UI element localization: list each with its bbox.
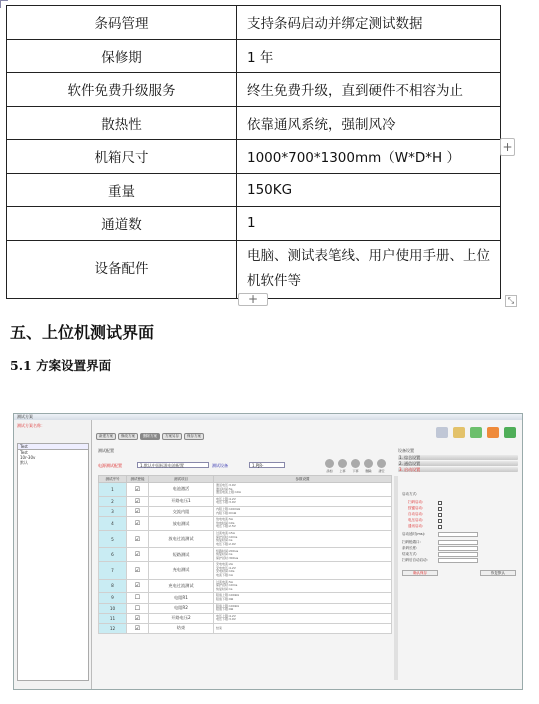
step-number: 9	[99, 593, 127, 603]
setting-label: 扫码枪端口:	[402, 540, 421, 544]
step-enable-checkbox[interactable]: ☑	[127, 496, 149, 506]
step-name: 充电过流测试	[149, 579, 214, 593]
step-params	[214, 613, 392, 623]
step-name: 放电测试	[149, 517, 214, 531]
spec-row	[7, 207, 501, 241]
step-name: 电阻R2	[149, 603, 214, 613]
step-param: 放电电流:5A	[216, 517, 233, 522]
add-row-button[interactable]: +	[238, 293, 268, 306]
step-number: 12	[99, 623, 127, 633]
device-settings-header: 设备设置	[398, 448, 414, 453]
step-control-button[interactable]	[338, 459, 347, 473]
spec-key: 保修期	[7, 39, 237, 73]
step-param: 内阻下限:0mΩ	[216, 510, 237, 515]
step-param: 充电时间:10s	[216, 569, 235, 574]
step-control-icon	[325, 459, 334, 468]
settings-icon[interactable]	[436, 427, 448, 438]
step-param: 电压上限:4.2V	[216, 496, 236, 501]
step-params	[214, 483, 392, 497]
step-enable-checkbox[interactable]: ☑	[127, 579, 149, 593]
step-control-button[interactable]	[325, 459, 334, 473]
setting-checkbox[interactable]	[438, 501, 442, 505]
step-param: 恢复时间:1s	[216, 552, 233, 556]
table-resize-icon[interactable]: ⤡	[505, 295, 517, 307]
config-label: 电源测试配置	[98, 463, 122, 468]
step-params	[214, 496, 392, 506]
setting-checkbox[interactable]	[438, 525, 442, 529]
grid-row[interactable]	[99, 579, 392, 593]
setting-checkbox[interactable]	[438, 513, 442, 517]
step-enable-checkbox[interactable]: ☑	[127, 530, 149, 547]
step-enable-checkbox[interactable]: ☐	[127, 603, 149, 613]
step-control-icon	[351, 459, 360, 468]
step-param: 阻值下限:0Ω	[216, 596, 234, 601]
scheme-list-item[interactable]: 默认	[20, 460, 28, 465]
tab-button[interactable]: 保存方案	[184, 433, 204, 440]
step-name: 放电过流测试	[149, 530, 214, 547]
spec-row	[7, 73, 501, 107]
step-enable-checkbox[interactable]: ☑	[127, 562, 149, 579]
step-control-icon	[338, 459, 347, 468]
step-control-icon	[377, 459, 386, 468]
spec-value: 1000*700*1300mm（W*D*H ）	[237, 140, 501, 174]
step-control-label: 上移	[339, 469, 346, 473]
setting-checkbox[interactable]	[438, 507, 442, 511]
add-column-button[interactable]: +	[500, 138, 515, 156]
scheme-list-item[interactable]: Test	[20, 450, 28, 455]
scheme-select[interactable]: Test	[18, 444, 88, 450]
setting-label: 自动启动:	[408, 512, 424, 516]
step-params	[214, 579, 392, 593]
scheme-settings-screenshot	[13, 413, 523, 690]
grid-row[interactable]	[99, 623, 392, 633]
setting-label: 按键启动:	[408, 506, 424, 510]
scheme-name-label: 测试方案名称：	[17, 423, 45, 428]
step-number: 10	[99, 603, 127, 613]
spec-value: 支持条码启动并绑定测试数据	[237, 6, 501, 40]
step-number: 3	[99, 506, 127, 516]
step-name: 短路测试	[149, 548, 214, 562]
grid-row[interactable]	[99, 530, 392, 547]
app-title-bar: 测试方案	[14, 414, 522, 420]
spec-value: 1	[237, 207, 501, 241]
confirm-save-button[interactable]: 确认保存	[402, 570, 438, 576]
spec-value: 1 年	[237, 39, 501, 73]
device-label: 测试设备	[212, 463, 228, 468]
spec-value: 依靠通风系统，强制风冷	[237, 106, 501, 140]
import-icon[interactable]	[470, 427, 482, 438]
step-number: 8	[99, 579, 127, 593]
setting-checkbox[interactable]	[438, 519, 442, 523]
grid-row[interactable]	[99, 603, 392, 613]
spec-key: 软件免费升级服务	[7, 73, 237, 107]
refresh-icon[interactable]	[504, 427, 516, 438]
step-params	[214, 593, 392, 603]
step-enable-checkbox[interactable]: ☑	[127, 506, 149, 516]
grid-row[interactable]	[99, 562, 392, 579]
setting-label: 电压启动:	[408, 518, 424, 522]
step-param: 保护延时:10ms	[216, 534, 238, 539]
subsection-heading: 5.1 方案设置界面	[10, 358, 112, 373]
step-number: 1	[99, 483, 127, 497]
setting-field[interactable]	[438, 552, 478, 557]
step-name: 结束	[149, 623, 214, 633]
grid-row[interactable]	[99, 548, 392, 562]
step-param: 电压下限:2.0V	[216, 541, 236, 546]
spec-key: 设备配件	[7, 240, 237, 298]
settings-section-bar[interactable]: 2. 通信设置	[398, 461, 518, 466]
tab-button[interactable]: 方案另存	[162, 433, 182, 440]
step-name: 充电测试	[149, 562, 214, 579]
step-enable-checkbox[interactable]: ☐	[127, 593, 149, 603]
spec-key: 散热性	[7, 106, 237, 140]
step-param: 内阻上限:100mΩ	[216, 507, 240, 512]
spec-key: 机箱尺寸	[7, 140, 237, 174]
step-enable-checkbox[interactable]: ☑	[127, 548, 149, 562]
step-param: 结束	[216, 625, 223, 630]
step-param: 保护延时:300us	[216, 555, 239, 560]
step-number: 5	[99, 530, 127, 547]
setting-field[interactable]	[438, 546, 478, 551]
setting-field[interactable]	[438, 532, 478, 537]
grid-row[interactable]	[99, 613, 392, 623]
settings-section-bar[interactable]: 1. 综合设置	[398, 455, 518, 460]
step-param: 电压下限:3.0V	[216, 500, 236, 505]
step-number: 6	[99, 548, 127, 562]
step-controls	[325, 459, 386, 473]
step-params	[214, 548, 392, 562]
spec-table	[6, 5, 501, 299]
setting-field[interactable]	[438, 558, 478, 563]
step-control-button[interactable]	[364, 459, 373, 473]
step-number: 2	[99, 496, 127, 506]
spec-row	[7, 240, 501, 298]
step-param: 电压下限:2.5V	[216, 524, 236, 529]
step-params	[214, 506, 392, 516]
grid-row[interactable]	[99, 496, 392, 506]
grid-row[interactable]	[99, 517, 392, 531]
step-param: 电压下限:3.0V	[216, 617, 236, 622]
step-param: 恢复时间:1s	[216, 538, 233, 543]
step-number: 11	[99, 613, 127, 623]
step-name: 交流内阻	[149, 506, 214, 516]
step-params	[214, 623, 392, 633]
step-number: 4	[99, 517, 127, 531]
test-steps-grid	[98, 475, 392, 634]
step-name: 开路电压2	[149, 613, 214, 623]
step-params	[214, 603, 392, 613]
step-param: 阻值上限:100kΩ	[216, 593, 239, 598]
setting-label: 结束方式:	[402, 552, 418, 556]
config-select[interactable]: 1.默认中国标准电池配置	[137, 462, 209, 468]
step-control-button[interactable]	[351, 459, 360, 473]
tab-button[interactable]: 新建方案	[96, 433, 116, 440]
spec-value: 150KG	[237, 173, 501, 207]
step-param: 过流电流:15A	[216, 531, 235, 536]
scheme-list	[17, 443, 89, 681]
spec-row	[7, 173, 501, 207]
setting-label: 通讯启动:	[408, 524, 424, 528]
grid-header: 参数设置	[214, 476, 392, 483]
step-param: 短路时间:200us	[216, 548, 239, 553]
spec-value: 终生免费升级，直到硬件不相容为止	[237, 73, 501, 107]
step-param: 激活电流上限:10A	[216, 490, 241, 495]
restore-default-button[interactable]: 恢复默认	[480, 570, 516, 576]
step-param: 阻值下限:0Ω	[216, 607, 234, 612]
step-param: 激活电压:3.0V	[216, 483, 236, 488]
device-select[interactable]: 1.PJR-	[249, 462, 285, 468]
spec-value: 电脑、测试表笔线、用户使用手册、上位机软件等	[237, 240, 501, 298]
step-number: 7	[99, 562, 127, 579]
step-param: 阻值上限:100kΩ	[216, 603, 239, 608]
device-settings-pane	[398, 448, 518, 685]
layers-icon[interactable]	[453, 427, 465, 438]
step-control-icon	[364, 459, 373, 468]
step-name: 电阻R1	[149, 593, 214, 603]
step-name: 开路电压1	[149, 496, 214, 506]
grid-row[interactable]	[99, 483, 392, 497]
step-param: 充电电流:2A	[216, 562, 233, 567]
step-control-button[interactable]	[377, 459, 386, 473]
step-param: 过流电流:5A	[216, 579, 233, 584]
step-params	[214, 530, 392, 547]
spec-row	[7, 106, 501, 140]
settings-section-bar[interactable]: 3. 启动设置	[398, 467, 518, 472]
step-name: 电池激活	[149, 483, 214, 497]
spec-row	[7, 140, 501, 174]
step-enable-checkbox[interactable]: ☑	[127, 613, 149, 623]
step-control-label: 清空	[378, 469, 385, 473]
step-control-label: 删除	[365, 469, 372, 473]
scheme-list-pane	[14, 420, 92, 689]
grid-row[interactable]	[99, 593, 392, 603]
step-param: 恢复时间:1s	[216, 586, 233, 591]
toolbar-icons	[436, 427, 516, 438]
step-param: 电流下限:1A	[216, 572, 233, 577]
scheme-list-item[interactable]: 10r-30v	[20, 455, 36, 460]
step-control-label: 添加	[326, 469, 333, 473]
export-icon[interactable]	[487, 427, 499, 438]
spec-key: 条码管理	[7, 6, 237, 40]
scheme-toolbar	[96, 433, 204, 440]
setting-label: 扫码后自动启动:	[402, 558, 428, 562]
step-control-label: 下移	[352, 469, 359, 473]
step-param: 充电电压:4.2V	[216, 565, 236, 570]
step-enable-checkbox[interactable]: ☑	[127, 623, 149, 633]
grid-row[interactable]	[99, 506, 392, 516]
spec-row	[7, 39, 501, 73]
step-param: 电压上限:4.2V	[216, 613, 236, 618]
step-param: 放电时间:10s	[216, 520, 235, 525]
spec-key: 通道数	[7, 207, 237, 241]
step-param: 激活时间:5s	[216, 486, 233, 491]
section-heading: 五、上位机测试界面	[10, 323, 155, 342]
setting-label: 扫码启动:	[408, 500, 424, 504]
step-params	[214, 517, 392, 531]
tab-button[interactable]: 删除方案	[140, 433, 160, 440]
spec-row	[7, 6, 501, 40]
grid-header: 测试项目	[149, 476, 214, 483]
grid-header: 测试序号	[99, 476, 127, 483]
step-params	[214, 562, 392, 579]
step-param: 保护延时:10ms	[216, 583, 238, 588]
grid-header: 测试使能	[127, 476, 149, 483]
setting-label: 启动延时(ms):	[402, 532, 426, 536]
setting-label: 条码长度:	[402, 546, 418, 550]
panel-label: 测试配置	[98, 448, 114, 453]
setting-field[interactable]	[438, 540, 478, 545]
spec-key: 重量	[7, 173, 237, 207]
tab-button[interactable]: 修改方案	[118, 433, 138, 440]
step-enable-checkbox[interactable]: ☑	[127, 517, 149, 531]
setting-label: 启动方式:	[402, 492, 418, 496]
step-enable-checkbox[interactable]: ☑	[127, 483, 149, 497]
